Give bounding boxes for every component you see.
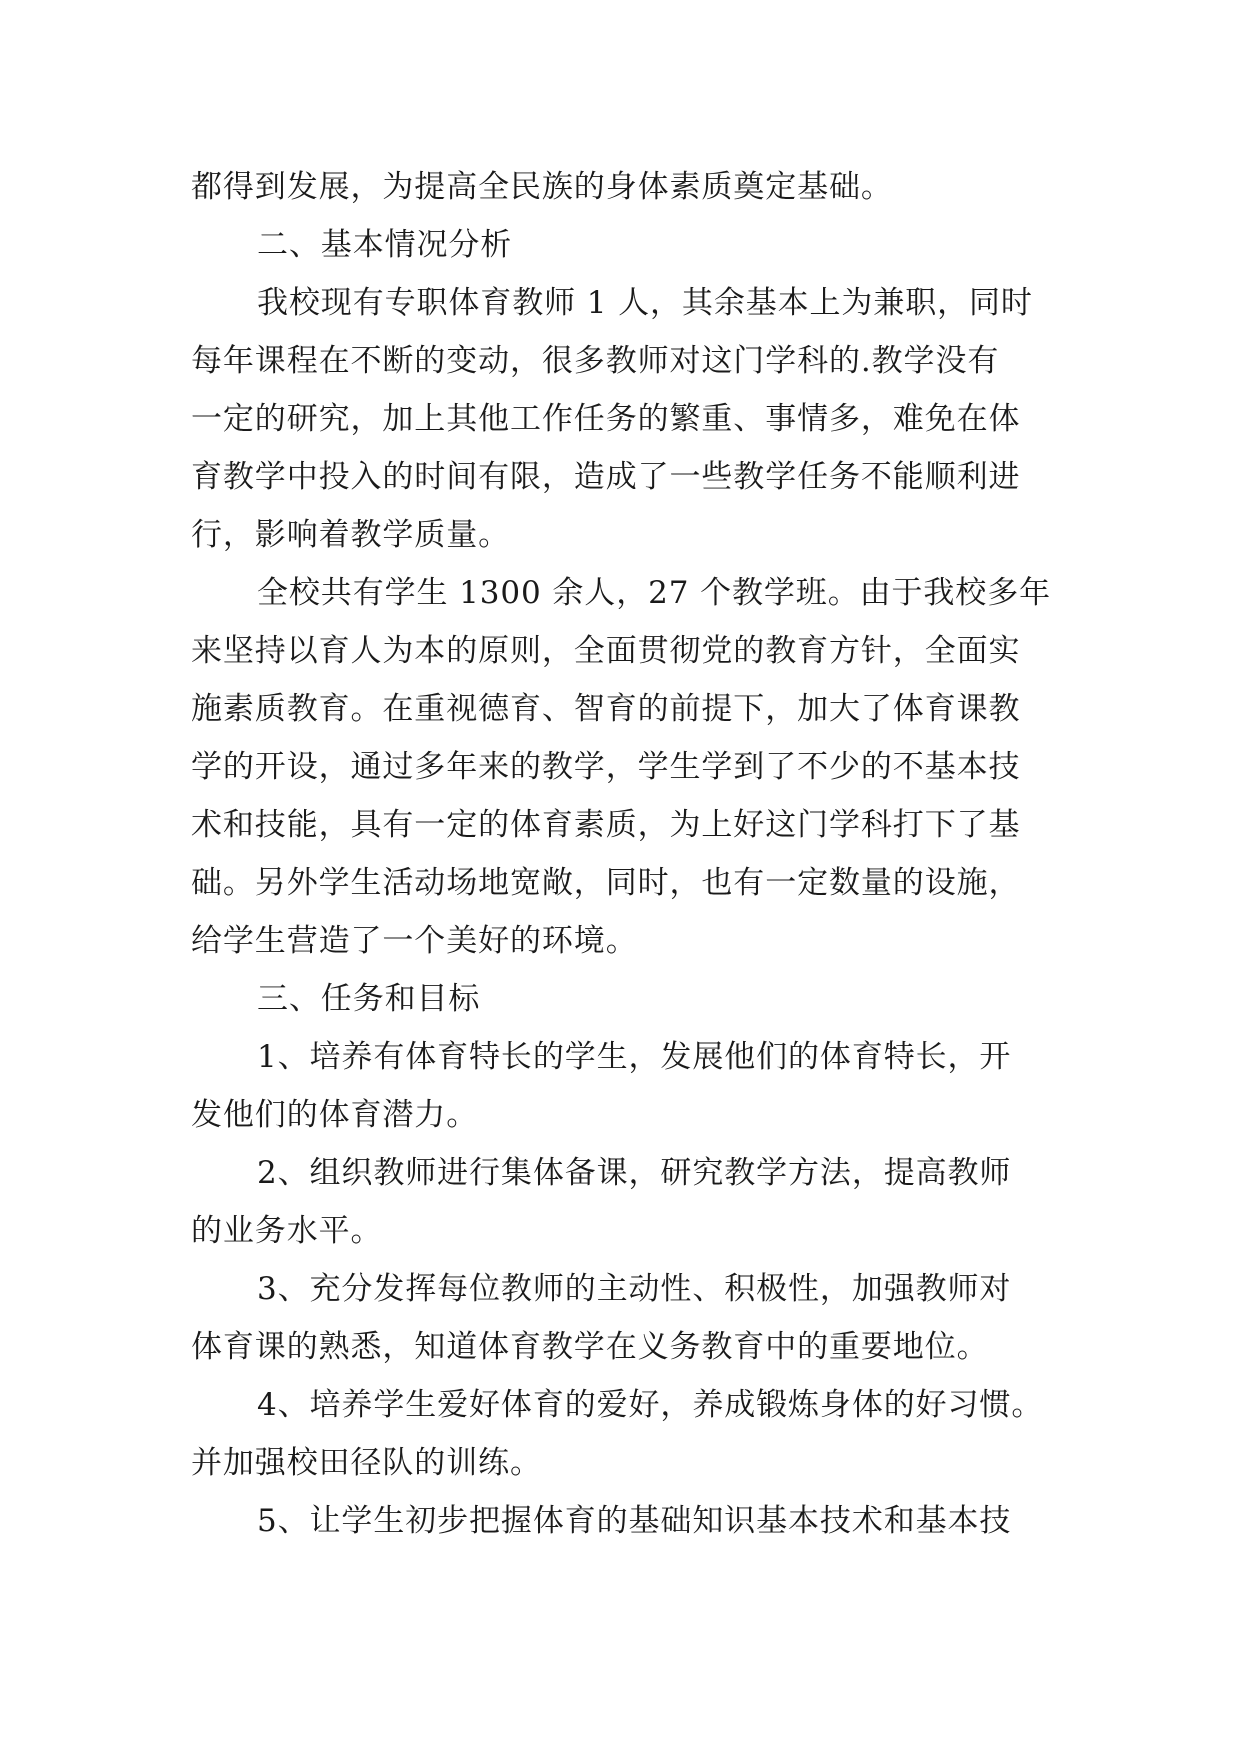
text-line: 全校共有学生 1300 余人，27 个教学班。由于我校多年	[257, 575, 1051, 611]
text-line: 一定的研究，加上其他工作任务的繁重、事情多，难免在体	[191, 401, 1021, 437]
text-line: 并加强校田径队的训练。	[191, 1445, 542, 1481]
text-line: 4、培养学生爱好体育的爱好，养成锻炼身体的好习惯。	[257, 1387, 1044, 1423]
text-line: 施素质教育。在重视德育、智育的前提下，加大了体育课教	[191, 691, 1021, 727]
text-line: 2、组织教师进行集体备课，研究教学方法，提高教师	[257, 1155, 1012, 1191]
text-line: 础。另外学生活动场地宽敞，同时，也有一定数量的设施，	[191, 865, 1021, 901]
text-line: 行，影响着教学质量。	[191, 517, 510, 553]
document-body	[191, 158, 1051, 1550]
text-line: 育教学中投入的时间有限，造成了一些教学任务不能顺利进	[191, 459, 1021, 495]
text-line: 都得到发展，为提高全民族的身体素质奠定基础。	[191, 169, 893, 205]
text-line: 5、让学生初步把握体育的基础知识基本技术和基本技	[257, 1503, 1012, 1539]
text-line: 体育课的熟悉，知道体育教学在义务教育中的重要地位。	[191, 1329, 989, 1365]
text-line: 3、充分发挥每位教师的主动性、积极性，加强教师对	[257, 1271, 1012, 1307]
text-line: 的业务水平。	[191, 1213, 383, 1249]
text-line: 每年课程在不断的变动，很多教师对这门学科的.教学没有	[191, 343, 1000, 379]
text-line: 学的开设，通过多年来的教学，学生学到了不少的不基本技	[191, 749, 1021, 785]
text-line: 给学生营造了一个美好的环境。	[191, 923, 638, 959]
text-line: 二、基本情况分析	[257, 227, 513, 263]
text-line: 发他们的体育潜力。	[191, 1097, 479, 1133]
text-line: 术和技能，具有一定的体育素质，为上好这门学科打下了基	[191, 807, 1021, 843]
text-line: 我校现有专职体育教师 1 人，其余基本上为兼职，同时	[257, 285, 1033, 321]
text-line: 来坚持以育人为本的原则，全面贯彻党的教育方针，全面实	[191, 633, 1021, 669]
text-line: 三、任务和目标	[257, 981, 481, 1017]
text-line: 1、培养有体育特长的学生，发展他们的体育特长，开	[257, 1039, 1012, 1075]
